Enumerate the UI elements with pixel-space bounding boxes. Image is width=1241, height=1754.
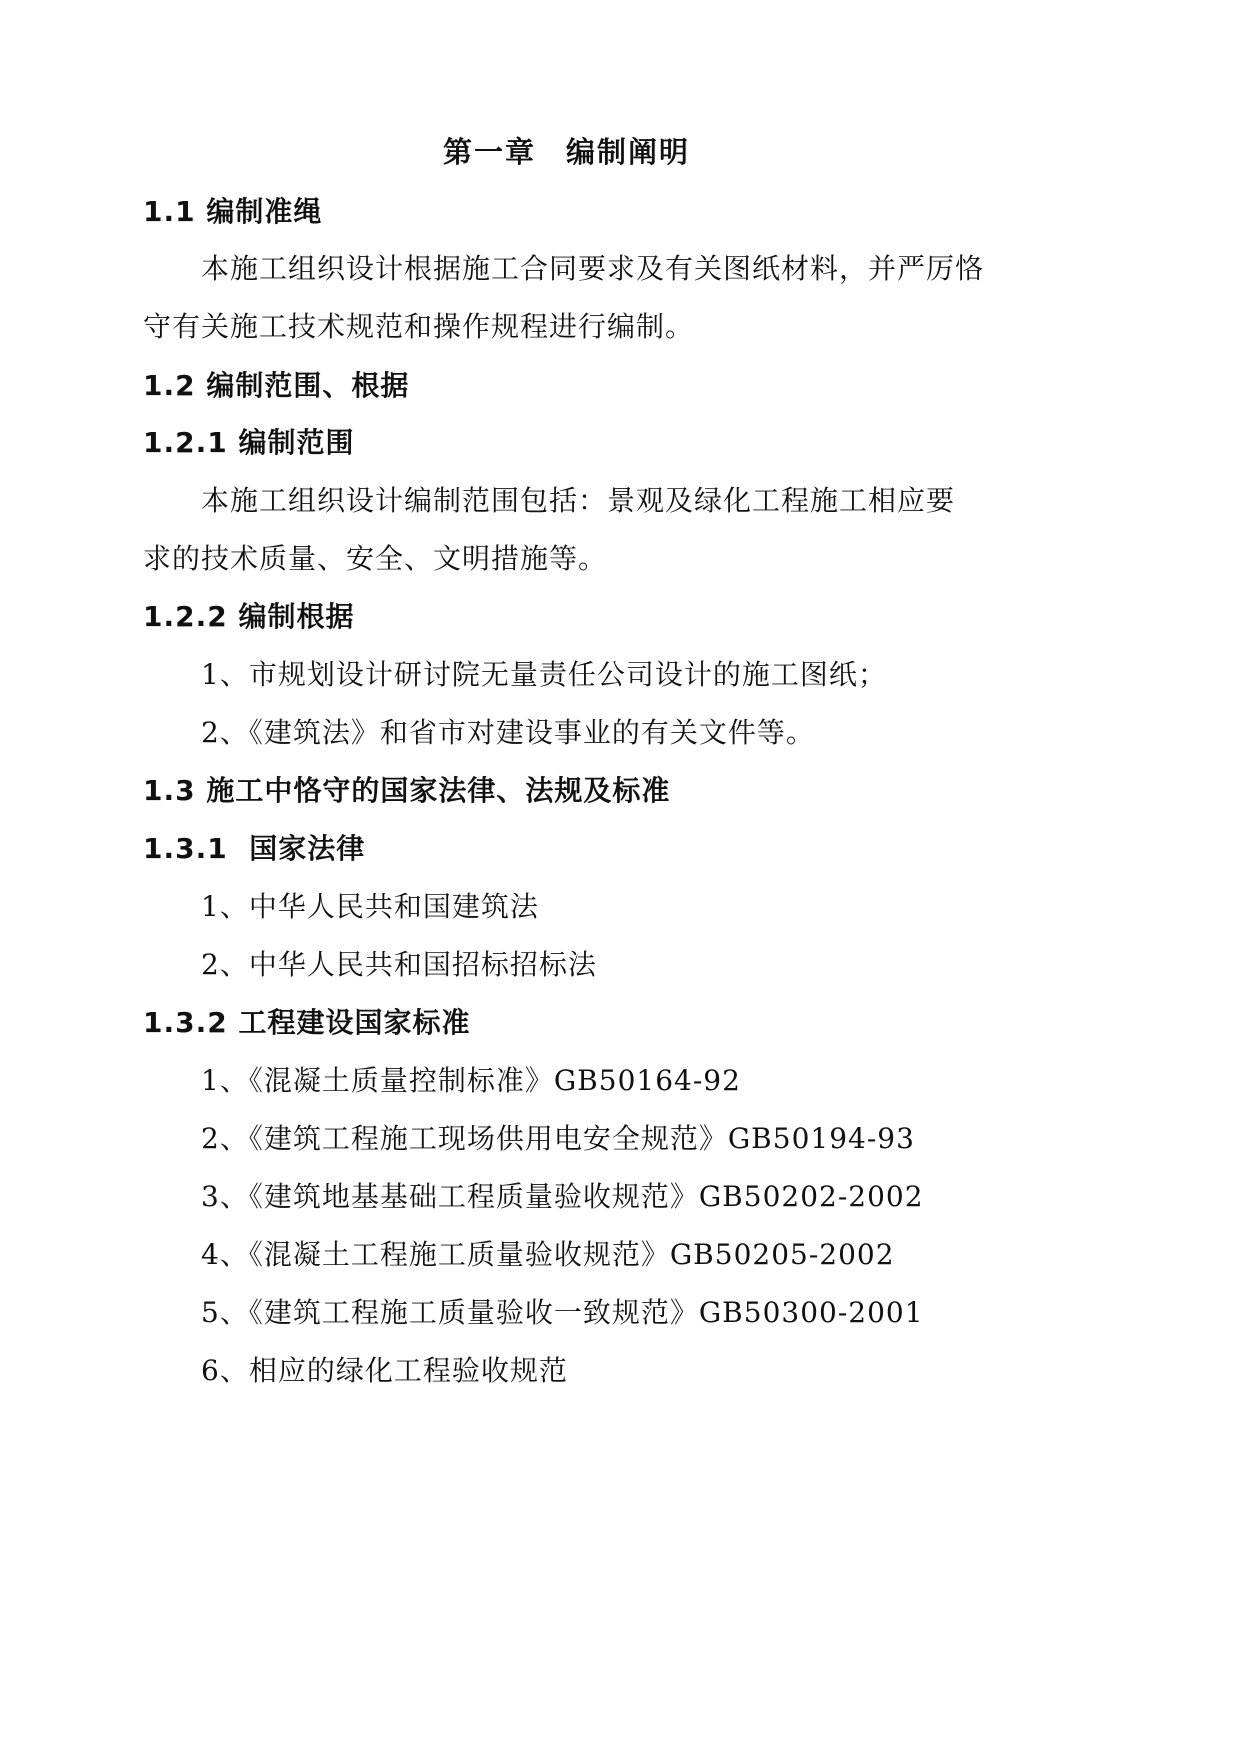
chapter-title — [443, 134, 690, 170]
paragraph-1-1-line-1: 本施工组织设计根据施工合同要求及有关图纸材料，并严厉恪 — [201, 252, 985, 285]
paragraph-1-2-1-line-1: 本施工组织设计编制范围包括：景观及绿化工程施工相应要 — [201, 484, 956, 517]
list-item: 1、市规划设计研讨院无量责任公司设计的施工图纸； — [201, 658, 887, 691]
section-heading-1-1: 1.1 编制准绳 — [143, 195, 323, 228]
list-item: 3、《建筑地基基础工程质量验收规范》GB50202-2002 — [201, 1180, 924, 1213]
section-heading-1-3-2: 1.3.2 工程建设国家标准 — [143, 1006, 471, 1039]
section-heading-1-2: 1.2 编制范围、根据 — [143, 369, 410, 402]
list-item: 2、《建筑工程施工现场供用电安全规范》GB50194-93 — [201, 1122, 915, 1155]
list-item: 4、《混凝土工程施工质量验收规范》GB50205-2002 — [201, 1238, 895, 1271]
list-item: 2、《建筑法》和省市对建设事业的有关文件等。 — [201, 716, 815, 749]
list-item: 6、相应的绿化工程验收规范 — [201, 1354, 568, 1387]
paragraph-1-2-1-line-2: 求的技术质量、安全、文明措施等。 — [143, 542, 608, 575]
section-heading-1-3: 1.3 施工中恪守的国家法律、法规及标准 — [143, 774, 671, 807]
section-heading-1-2-2: 1.2.2 编制根据 — [143, 600, 355, 633]
paragraph-1-1-line-2: 守有关施工技术规范和操作规程进行编制。 — [143, 310, 695, 343]
chapter-name: 编制阐明 — [566, 135, 691, 169]
section-heading-1-2-1: 1.2.1 编制范围 — [143, 426, 355, 459]
list-item: 2、中华人民共和国招标招标法 — [201, 948, 597, 981]
chapter-number: 第一章 — [443, 135, 537, 169]
list-item: 5、《建筑工程施工质量验收一致规范》GB50300-2001 — [201, 1296, 924, 1329]
list-item: 1、中华人民共和国建筑法 — [201, 890, 539, 923]
section-heading-1-3-1: 1.3.1 国家法律 — [143, 832, 366, 865]
list-item: 1、《混凝土质量控制标准》GB50164-92 — [201, 1064, 741, 1097]
